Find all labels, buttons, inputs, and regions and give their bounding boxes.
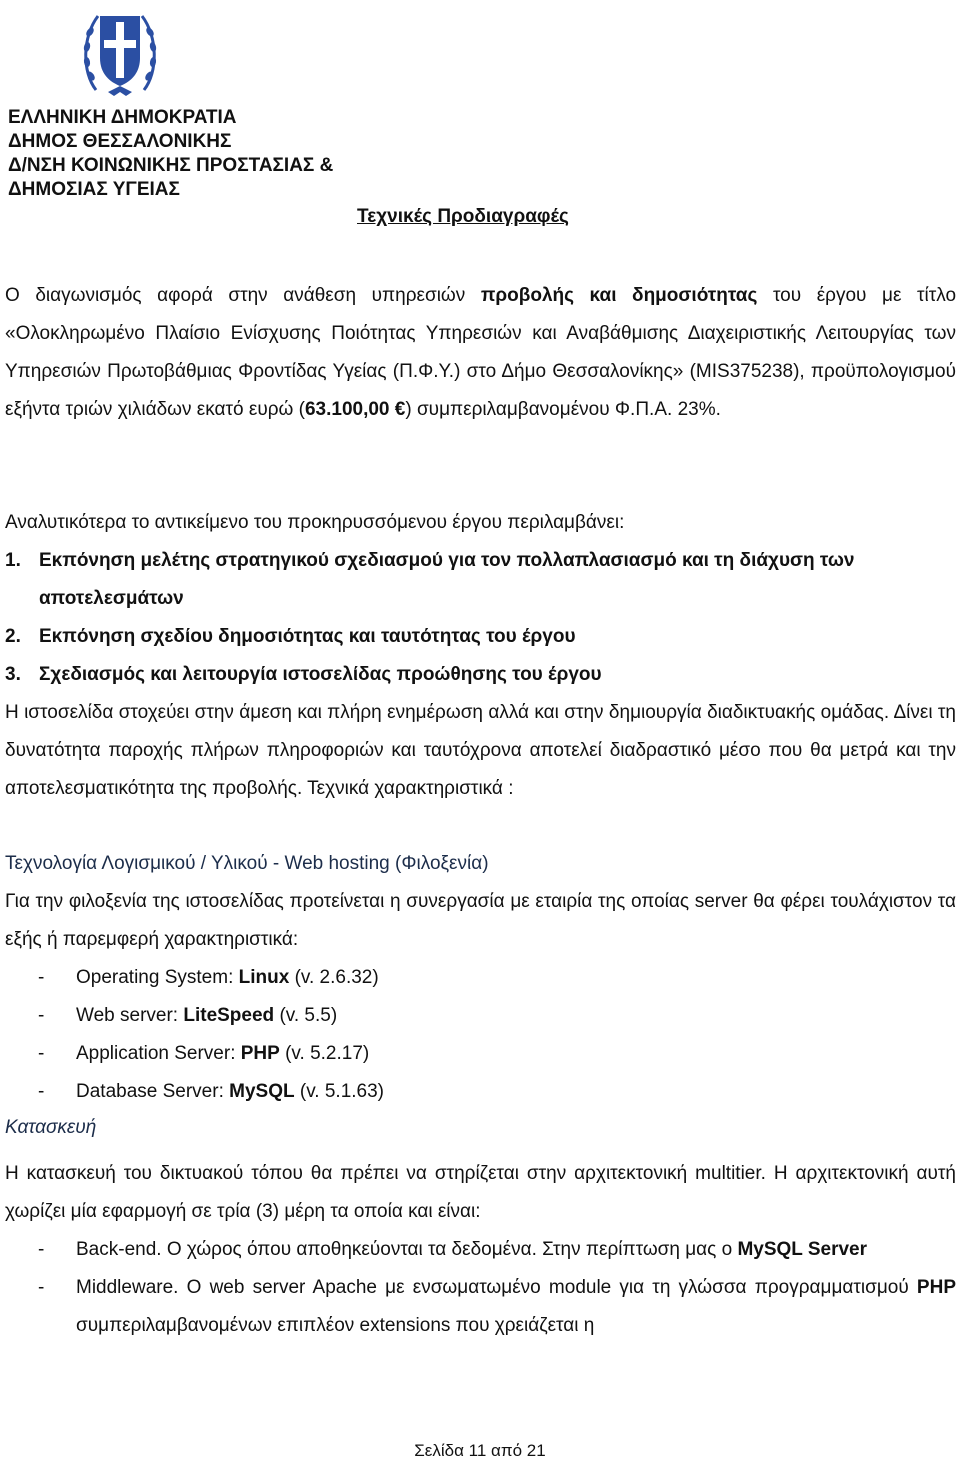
website-paragraph: Η ιστοσελίδα στοχεύει στην άμεση και πλήρη ενημέρωση αλλά και στην δημιουργία διαδικτυακής ομάδας. Δίνει τη δυνατότητα παροχής πλήρων πληροφοριών και ταυτόχρονα αποτελεί διαδραστικό μέσο που θα μετρά και την αποτελεσματικότητα της προβολής. Τεχνικά χαρακτηριστικά : [5,702,956,799]
list-dash: - [38,1005,45,1026]
list-item [38,1035,956,1073]
header-line-republic: ΕΛΛΗΝΙΚΗ ΔΗΜΟΚΡΑΤΙΑ [8,107,237,128]
header-line-public-health: ΔΗΜΟΣΙΑΣ ΥΓΕΙΑΣ [8,179,180,200]
construction-paragraph: Η κατασκευή του δικτυακού τόπου θα πρέπει να στηρίζεται στην αρχιτεκτονική multitier. Η αρχιτεκτονική αυτή χωρίζει μία εφαρμογή σε τρία (3) μέρη τα οποία και είναι: [5,1163,956,1222]
hosting-paragraph: Για την φιλοξενία της ιστοσελίδας προτείνεται η συνεργασία με εταιρία της οποίας server θα φέρει τουλάχιστον τα εξής ή παρεμφερή χαρακτηριστικά: [5,891,956,950]
list-item [38,997,956,1035]
list-item-number: 1. [5,550,21,571]
list-item-number: 2. [5,626,21,647]
spec-label: Operating System: [76,967,239,988]
intro-text-3: ) συμπεριλαμβανομένου Φ.Π.Α. 23%. [405,399,721,420]
server-specs-list [38,959,956,1111]
description-intro: Αναλυτικότερα το αντικείμενο του προκηρυσσόμενου έργου περιλαμβάνει: [5,512,625,533]
construction-heading: Κατασκευή [5,1117,97,1138]
header-line-directorate: Δ/ΝΣΗ ΚΟΙΝΩΝΙΚΗΣ ΠΡΟΣΤΑΣΙΑΣ & [8,155,334,176]
list-dash: - [38,1239,45,1260]
page-number-footer: Σελίδα 11 από 21 [414,1441,546,1460]
list-item-text: Εκπόνηση μελέτης στρατηγικού σχεδιασμού για τον πολλαπλασιασμό και τη διάχυση των αποτελεσμάτων [39,550,855,609]
intro-text-1: Ο διαγωνισμός αφορά στην ανάθεση υπηρεσιών [5,285,481,306]
intro-bold-amount: 63.100,00 € [304,399,406,420]
spec-version: (v. 5.1.63) [294,1081,384,1102]
list-item-text: Εκπόνηση σχεδίου δημοσιότητας και ταυτότητας του έργου [39,626,576,647]
hosting-heading: Τεχνολογία Λογισμικού / Υλικού - Web hosting (Φιλοξενία) [5,853,489,874]
list-item [38,1073,956,1111]
list-item [38,959,956,997]
list-dash: - [38,1277,45,1298]
spec-label: Application Server: [76,1043,241,1064]
list-item [5,542,956,618]
spec-value: LiteSpeed [183,1005,275,1026]
list-dash: - [38,1043,45,1064]
page-title: Τεχνικές Προδιαγραφές [357,206,569,227]
header-line-municipality: ΔΗΜΟΣ ΘΕΣΣΑΛΟΝΙΚΗΣ [8,131,232,152]
intro-text-2: του έργου με τίτλο «Ολοκληρωμένο Πλαίσιο Ενίσχυσης Ποιότητας Υπηρεσιών και Αναβάθμισης Διαχειριστικής Λειτουργίας των Υπηρεσιών Πρωτοβάθμιας Φροντίδας Υγείας (Π.Φ.Υ.) στο Δήμο Θεσσαλονίκης» (MIS375238), προϋπολογισμού εξήντα τριών χιλιάδων εκατό ευρώ ( [5,285,957,420]
list-item-text: Middleware. Ο web server Apache με ενσωματωμένο module για τη γλώσσα προγραμματισμού [76,1277,917,1298]
list-item [38,1269,956,1345]
list-item-rest: συμπεριλαμβανομένων επιπλέον extensions που χρειάζεται η [76,1315,595,1336]
spec-label: Database Server: [76,1081,230,1102]
intro-bold-1: προβολής και δημοσιότητας [480,285,758,306]
list-item-number: 3. [5,664,21,685]
spec-version: (v. 5.5) [274,1005,338,1026]
list-item [5,618,956,656]
spec-value: MySQL [229,1081,295,1102]
intro-paragraph [5,277,956,429]
list-dash: - [38,1081,45,1102]
architecture-list [38,1231,956,1345]
issuer-header [8,106,333,202]
spec-label: Web server: [76,1005,184,1026]
list-item [5,656,956,694]
spec-version: (v. 5.2.17) [279,1043,370,1064]
deliverables-list [5,542,956,694]
spec-value: Linux [238,967,290,988]
greek-coat-of-arms-icon [78,2,162,102]
list-dash: - [38,967,45,988]
list-item-bold: PHP [916,1277,956,1298]
list-item-text: Σχεδιασμός και λειτουργία ιστοσελίδας προώθησης του έργου [39,664,602,685]
list-item-bold: MySQL Server [737,1239,868,1260]
list-item-text: Back-end. Ο χώρος όπου αποθηκεύονται τα δεδομένα. Στην περίπτωση μας ο [76,1239,738,1260]
spec-version: (v. 2.6.32) [289,967,379,988]
list-item [38,1231,956,1269]
spec-value: PHP [240,1043,280,1064]
